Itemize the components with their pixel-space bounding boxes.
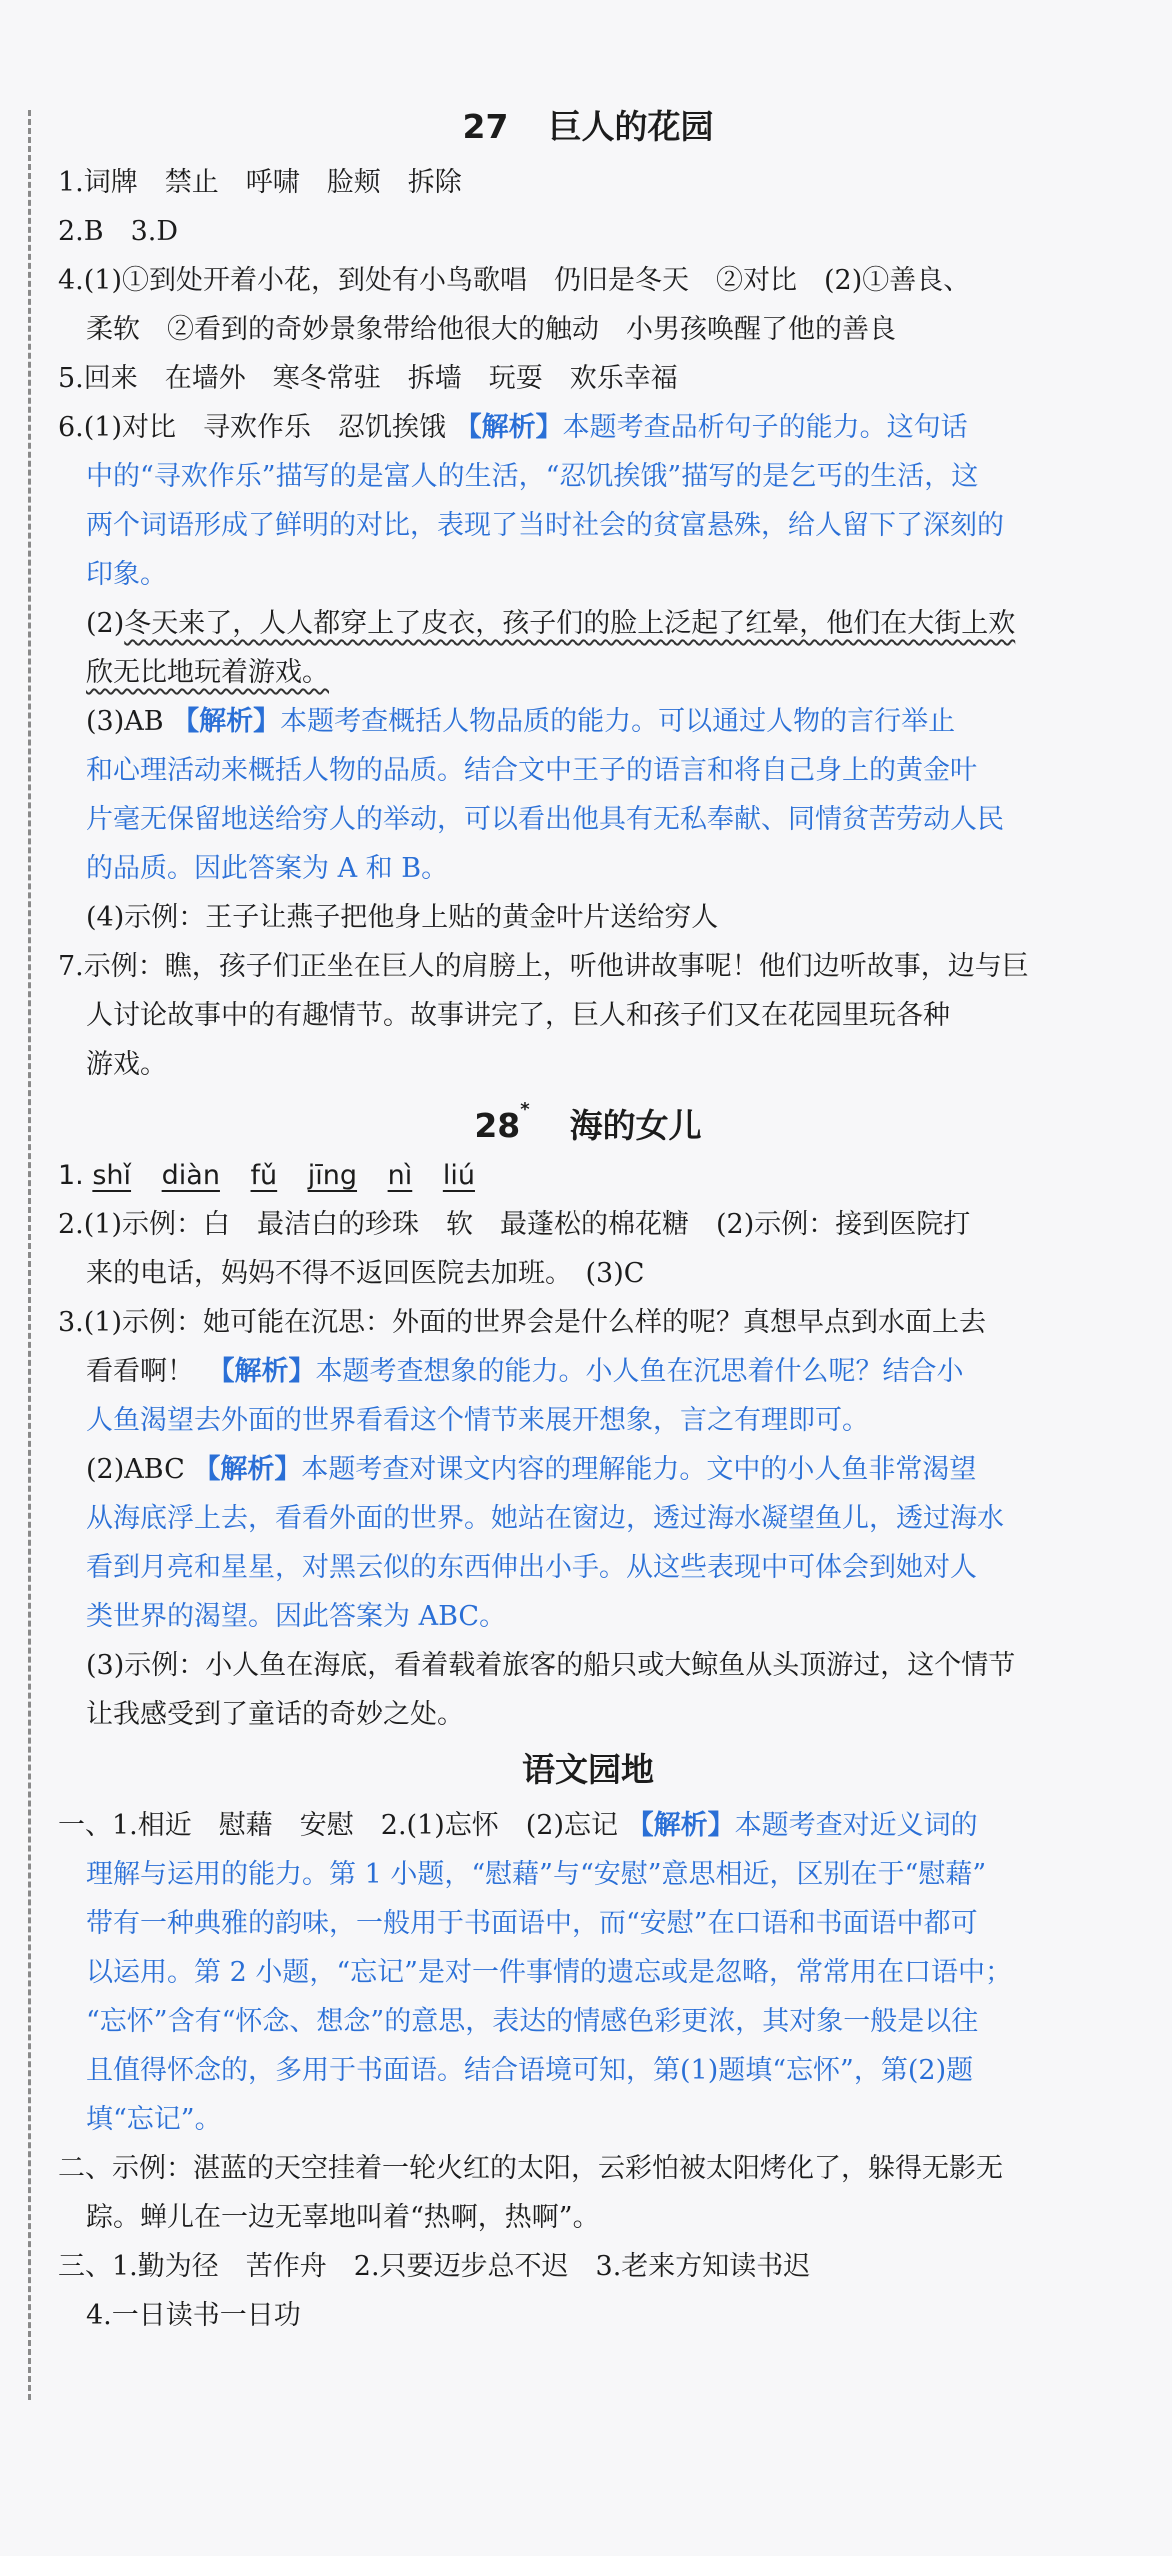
- answer-27-6-3: (3)AB 【解析】本题考查概括人物品质的能力。可以通过人物的言行举止: [86, 706, 956, 737]
- analysis-text: 类世界的渴望。因此答案为 ABC。: [86, 1601, 507, 1632]
- answer-27-1: 1.词牌 禁止 呼啸 脸颊 拆除: [58, 167, 462, 198]
- analysis-tag: 【解析】: [454, 412, 563, 443]
- answer-28-3-1-cont: 看看啊！ 【解析】本题考查想象的能力。小人鱼在沉思着什么呢？结合小: [86, 1356, 964, 1387]
- analysis-text: 本题考查对近义词的: [734, 1810, 978, 1841]
- answer-27-6-2-cont: [58, 648, 1118, 697]
- analysis-text: 看到月亮和星星，对黑云似的东西伸出小手。从这些表现中可体会到她对人: [86, 1552, 977, 1583]
- pinyin-item: jīng: [307, 1160, 358, 1191]
- analysis-text: 本题考查品析句子的能力。这句话: [562, 412, 968, 443]
- answer-27-4: 4.(1)①到处开着小花，到处有小鸟歌唱 仍旧是冬天 ②对比 (2)①善良、: [58, 265, 971, 296]
- answer-27-5: 5.回来 在墙外 寒冬常驻 拆墙 玩耍 欢乐幸福: [58, 363, 678, 394]
- analysis-text: 本题考查对课文内容的理解能力。文中的小人鱼非常渴望: [301, 1454, 977, 1485]
- pinyin-item: shǐ: [92, 1160, 132, 1191]
- analysis-text: 本题考查概括人物品质的能力。可以通过人物的言行举止: [280, 706, 956, 737]
- analysis-text: 带有一种典雅的韵味，一般用于书面语中，而“安慰”在口语和书面语中都可: [86, 1908, 978, 1939]
- analysis-tag: 【解析】: [221, 1356, 316, 1387]
- answer-page: [58, 96, 1118, 2340]
- analysis-text: 从海底浮上去，看看外面的世界。她站在窗边，透过海水凝望鱼儿，透过海水: [86, 1503, 1004, 1534]
- analysis-tag: 【解析】: [172, 706, 281, 737]
- wavy-underlined-sentence: 冬天来了，人人都穿上了皮衣，孩子们的脸上泛起了红晕，他们在大街上欢: [124, 608, 1016, 639]
- analysis-tag: 【解析】: [626, 1810, 735, 1841]
- answer-27-7-cont: 人讨论故事中的有趣情节。故事讲完了，巨人和孩子们又在花园里玩各种: [86, 1000, 950, 1031]
- analysis-text: 以运用。第 2 小题，“忘记”是对一件事情的遗忘或是忽略，常常用在口语中；: [86, 1957, 1012, 1988]
- answer-28-3-2: (2)ABC 【解析】本题考查对课文内容的理解能力。文中的小人鱼非常渴望: [86, 1454, 977, 1485]
- language-garden-title: 语文园地: [522, 1750, 654, 1789]
- binding-dashed-line: [28, 110, 31, 2400]
- analysis-text: 片毫无保留地送给穷人的举动，可以看出他具有无私奉献、同情贫苦劳动人民: [86, 804, 1004, 835]
- answer-garden-3-4: 4.一日读书一日功: [86, 2300, 301, 2331]
- analysis-text: 且值得怀念的，多用于书面语。结合语境可知，第(1)题填“忘怀”，第(2)题: [86, 2055, 974, 2086]
- pinyin-item: fǔ: [250, 1160, 278, 1191]
- analysis-text: 的品质。因此答案为 A 和 B。: [86, 853, 449, 884]
- answer-garden-1: 一、1.相近 慰藉 安慰 2.(1)忘怀 (2)忘记 【解析】本题考查对近义词的: [58, 1810, 978, 1841]
- lesson-27-number: 27: [462, 107, 509, 146]
- answer-27-7-cont: 游戏。: [86, 1049, 167, 1080]
- answer-28-1-pinyin: 1. shǐ diàn fǔ jīng nì liú: [58, 1160, 475, 1191]
- lesson-28-number: 28: [474, 1106, 521, 1145]
- analysis-text: 两个词语形成了鲜明的对比，表现了当时社会的贫富悬殊，给人留下了深刻的: [86, 510, 1004, 541]
- answer-garden-2-cont: 踪。蝉儿在一边无辜地叫着“热啊，热啊”。: [86, 2202, 600, 2233]
- answer-garden-2: 二、示例：湛蓝的天空挂着一轮火红的太阳，云彩怕被太阳烤化了，躲得无影无: [58, 2153, 1003, 2184]
- analysis-tag: 【解析】: [193, 1454, 302, 1485]
- analysis-text: 和心理活动来概括人物的品质。结合文中王子的语言和将自己身上的黄金叶: [86, 755, 977, 786]
- pinyin-item: diàn: [161, 1160, 220, 1191]
- answer-27-6-4: (4)示例：王子让燕子把他身上贴的黄金叶片送给穷人: [86, 902, 719, 933]
- answer-28-2-cont: 来的电话，妈妈不得不返回医院去加班。 (3)C: [86, 1258, 645, 1289]
- analysis-text: 人鱼渴望去外面的世界看看这个情节来展开想象，言之有理即可。: [86, 1405, 869, 1436]
- answer-28-3-3: (3)示例：小人鱼在海底，看着载着旅客的船只或大鲸鱼从头顶游过，这个情节: [86, 1650, 1016, 1681]
- lesson-27-title: [58, 96, 1118, 158]
- answer-garden-3: 三、1.勤为径 苦作舟 2.只要迈步总不迟 3.老来方知读书迟: [58, 2251, 811, 2282]
- answer-27-6-1: 6.(1)对比 寻欢作乐 忍饥挨饿 【解析】本题考查品析句子的能力。这句话: [58, 412, 968, 443]
- pinyin-item: nì: [387, 1160, 413, 1191]
- answer-27-7: 7.示例：瞧，孩子们正坐在巨人的肩膀上，听他讲故事呢！他们边听故事，边与巨: [58, 951, 1029, 982]
- lesson-28-title: [58, 1089, 1118, 1151]
- analysis-text: 印象。: [86, 559, 167, 590]
- lesson-28-name: 海的女儿: [569, 1106, 702, 1145]
- analysis-text: 理解与运用的能力。第 1 小题，“慰藉”与“安慰”意思相近，区别在于“慰藉”: [86, 1859, 987, 1890]
- answer-28-2: 2.(1)示例：白 最洁白的珍珠 软 最蓬松的棉花糖 (2)示例：接到医院打: [58, 1209, 971, 1240]
- optional-lesson-star: *: [520, 1099, 530, 1120]
- answer-28-3-3-cont: 让我感受到了童话的奇妙之处。: [86, 1699, 464, 1730]
- analysis-text: 填“忘记”。: [86, 2104, 222, 2135]
- wavy-underlined-sentence: 欣无比地玩着游戏。: [86, 657, 329, 688]
- answer-27-6-2: (2)冬天来了，人人都穿上了皮衣，孩子们的脸上泛起了红晕，他们在大街上欢: [86, 608, 1016, 639]
- analysis-text: 本题考查想象的能力。小人鱼在沉思着什么呢？结合小: [315, 1356, 964, 1387]
- lesson-27-name: 巨人的花园: [548, 107, 714, 146]
- answer-27-2-3: 2.B 3.D: [58, 216, 179, 247]
- pinyin-item: liú: [442, 1160, 475, 1191]
- analysis-text: “忘怀”含有“怀念、想念”的意思，表达的情感色彩更浓，其对象一般是以往: [86, 2006, 979, 2037]
- analysis-text: 中的“寻欢作乐”描写的是富人的生活，“忍饥挨饿”描写的是乞丐的生活，这: [86, 461, 979, 492]
- answer-28-3-1: 3.(1)示例：她可能在沉思：外面的世界会是什么样的呢？真想早点到水面上去: [58, 1307, 987, 1338]
- answer-27-4-cont: 柔软 ②看到的奇妙景象带给他很大的触动 小男孩唤醒了他的善良: [86, 314, 896, 345]
